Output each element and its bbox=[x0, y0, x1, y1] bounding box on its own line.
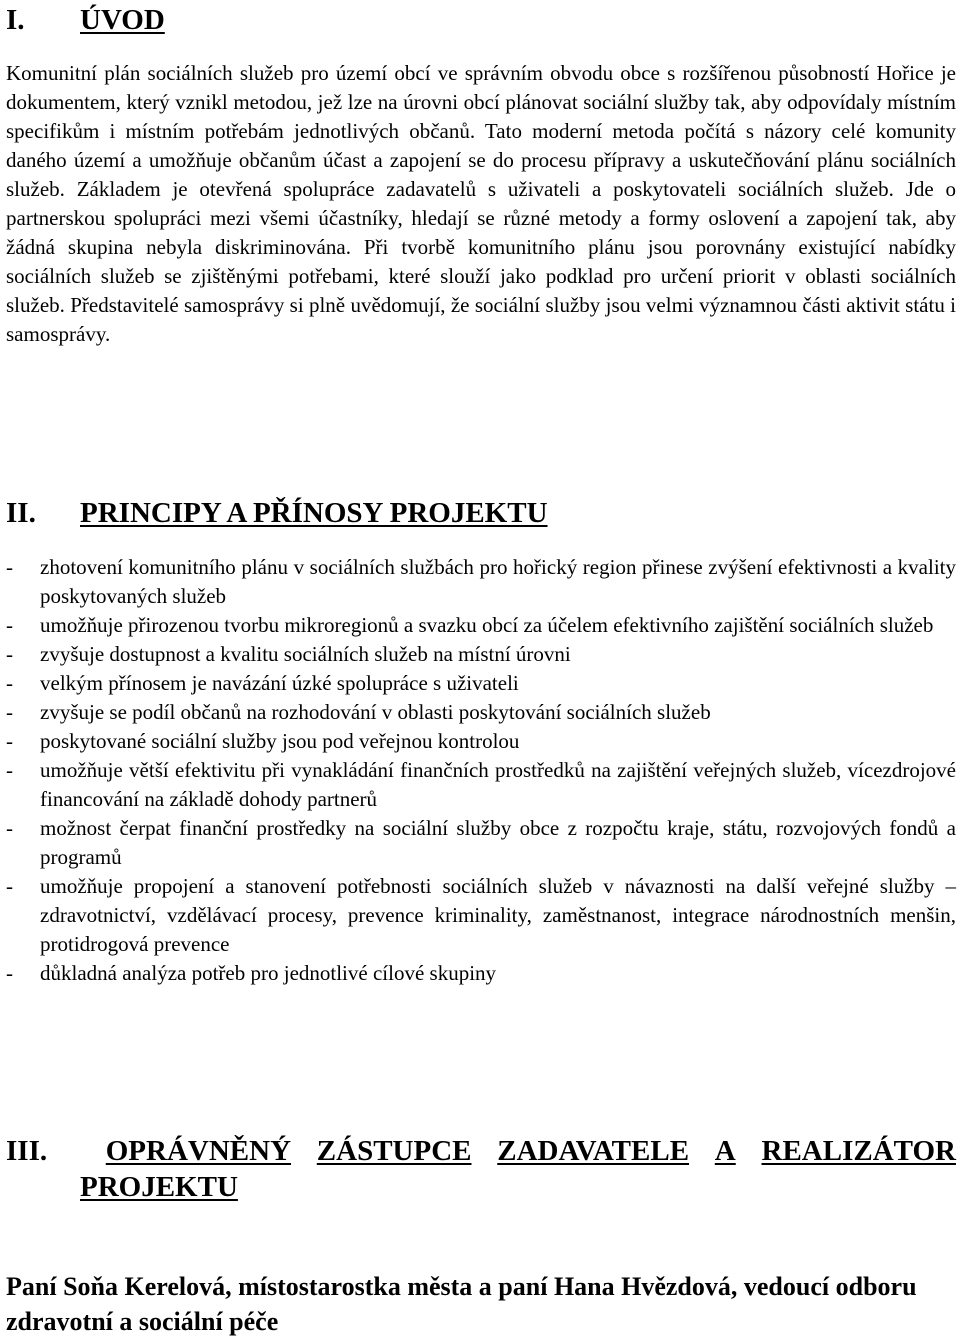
list-item-text: důkladná analýza potřeb pro jednotlivé cílové skupiny bbox=[40, 961, 497, 985]
section-heading-intro bbox=[6, 2, 165, 38]
list-item-text: možnost čerpat finanční prostředky na sociální služby obce z rozpočtu kraje, státu, rozvojových fondů a programů bbox=[40, 816, 956, 869]
bullet-dash: - bbox=[6, 961, 13, 985]
section-title-word: ZADAVATELE bbox=[497, 1135, 690, 1167]
section-number: II. bbox=[6, 497, 36, 529]
section-title-word: REALIZÁTOR bbox=[761, 1135, 956, 1167]
list-item-text: poskytované sociální služby jsou pod veřejnou kontrolou bbox=[40, 729, 520, 753]
benefits-list bbox=[6, 553, 956, 988]
list-item bbox=[6, 756, 956, 814]
bullet-dash: - bbox=[6, 642, 13, 666]
list-item bbox=[6, 640, 956, 669]
bullet-dash: - bbox=[6, 613, 13, 637]
bullet-dash: - bbox=[6, 816, 13, 840]
section-title-word: ZÁSTUPCE bbox=[316, 1135, 472, 1167]
list-item-text: umožňuje větší efektivitu při vynakládání finančních prostředků na zajištění veřejných služeb, vícezdrojové financování na základě dohody partnerů bbox=[40, 758, 956, 811]
section-title-line2: PROJEKTU bbox=[80, 1171, 238, 1203]
list-item-text: zvyšuje dostupnost a kvalitu sociálních služeb na místní úrovni bbox=[40, 642, 571, 666]
list-item-text: zhotovení komunitního plánu v sociálních službách pro hořický region přinese zvýšení efektivnosti a kvality poskytovaných služeb bbox=[40, 555, 956, 608]
section-heading-representative bbox=[6, 1133, 956, 1205]
list-item-text: umožňuje přirozenou tvorbu mikroregionů a svazku obcí za účelem efektivního zajištění sociálních služeb bbox=[40, 613, 934, 637]
section-title: ÚVOD bbox=[80, 4, 165, 36]
bullet-dash: - bbox=[6, 874, 13, 898]
representatives-text: Paní Soňa Kerelová, místostarostka města a paní Hana Hvězdová, vedoucí odboru zdravotní a sociální péče bbox=[6, 1272, 917, 1336]
bullet-dash: - bbox=[6, 729, 13, 753]
list-item bbox=[6, 611, 956, 640]
bullet-dash: - bbox=[6, 671, 13, 695]
section-number: I. bbox=[6, 4, 25, 36]
section-number: III. bbox=[6, 1135, 48, 1167]
intro-paragraph: Komunitní plán sociálních služeb pro území obcí ve správním obvodu obce s rozšířenou působností Hořice je dokumentem, který vznikl metodou, jež lze na úrovni obcí plánovat sociální služby tak, aby odpovídaly místním specifikům i místním potřebám jednotlivých občanů. Tato moderní metoda počítá s názory celé komunity daného území a umožňuje občanům účast a zapojení se do procesu přípravy a uskutečňování plánu sociálních služeb. Základem je otevřená spolupráce zadavatelů s uživateli a poskytovateli sociálních služeb. Jde o partnerskou spolupráci mezi všemi účastníky, hledají se různé metody a formy oslovení a zapojení tak, aby žádná skupina nebyla diskriminována. Při tvorbě komunitního plánu jsou porovnány existující nabídky sociálních služeb se zjištěnými potřebami, které slouží jako podklad pro určení priorit v oblasti sociálních služeb. Představitelé samosprávy si plně uvědomují, že sociální služby jsou velmi významnou části aktivit státu i samosprávy. bbox=[6, 61, 956, 346]
bullet-dash: - bbox=[6, 555, 13, 579]
bullet-dash: - bbox=[6, 758, 13, 782]
list-item bbox=[6, 872, 956, 959]
bullet-dash: - bbox=[6, 700, 13, 724]
list-item-text: umožňuje propojení a stanovení potřebnosti sociálních služeb v návaznosti na další veřejné služby – zdravotnictví, vzdělávací procesy, prevence kriminality, zaměstnanost, integrace národnostních menšin, protidrogová prevence bbox=[40, 874, 956, 956]
list-item-text: zvyšuje se podíl občanů na rozhodování v oblasti poskytování sociálních služeb bbox=[40, 700, 711, 724]
section-title-word: A bbox=[714, 1135, 736, 1167]
list-item bbox=[6, 698, 956, 727]
list-item bbox=[6, 814, 956, 872]
section-heading-principles bbox=[6, 495, 548, 531]
list-item bbox=[6, 553, 956, 611]
list-item bbox=[6, 669, 956, 698]
list-item-text: velkým přínosem je navázání úzké spolupráce s uživateli bbox=[40, 671, 519, 695]
section-title-word: OPRÁVNĚNÝ bbox=[105, 1135, 292, 1167]
section-title: PRINCIPY A PŘÍNOSY PROJEKTU bbox=[80, 497, 548, 529]
list-item bbox=[6, 959, 956, 988]
list-item bbox=[6, 727, 956, 756]
